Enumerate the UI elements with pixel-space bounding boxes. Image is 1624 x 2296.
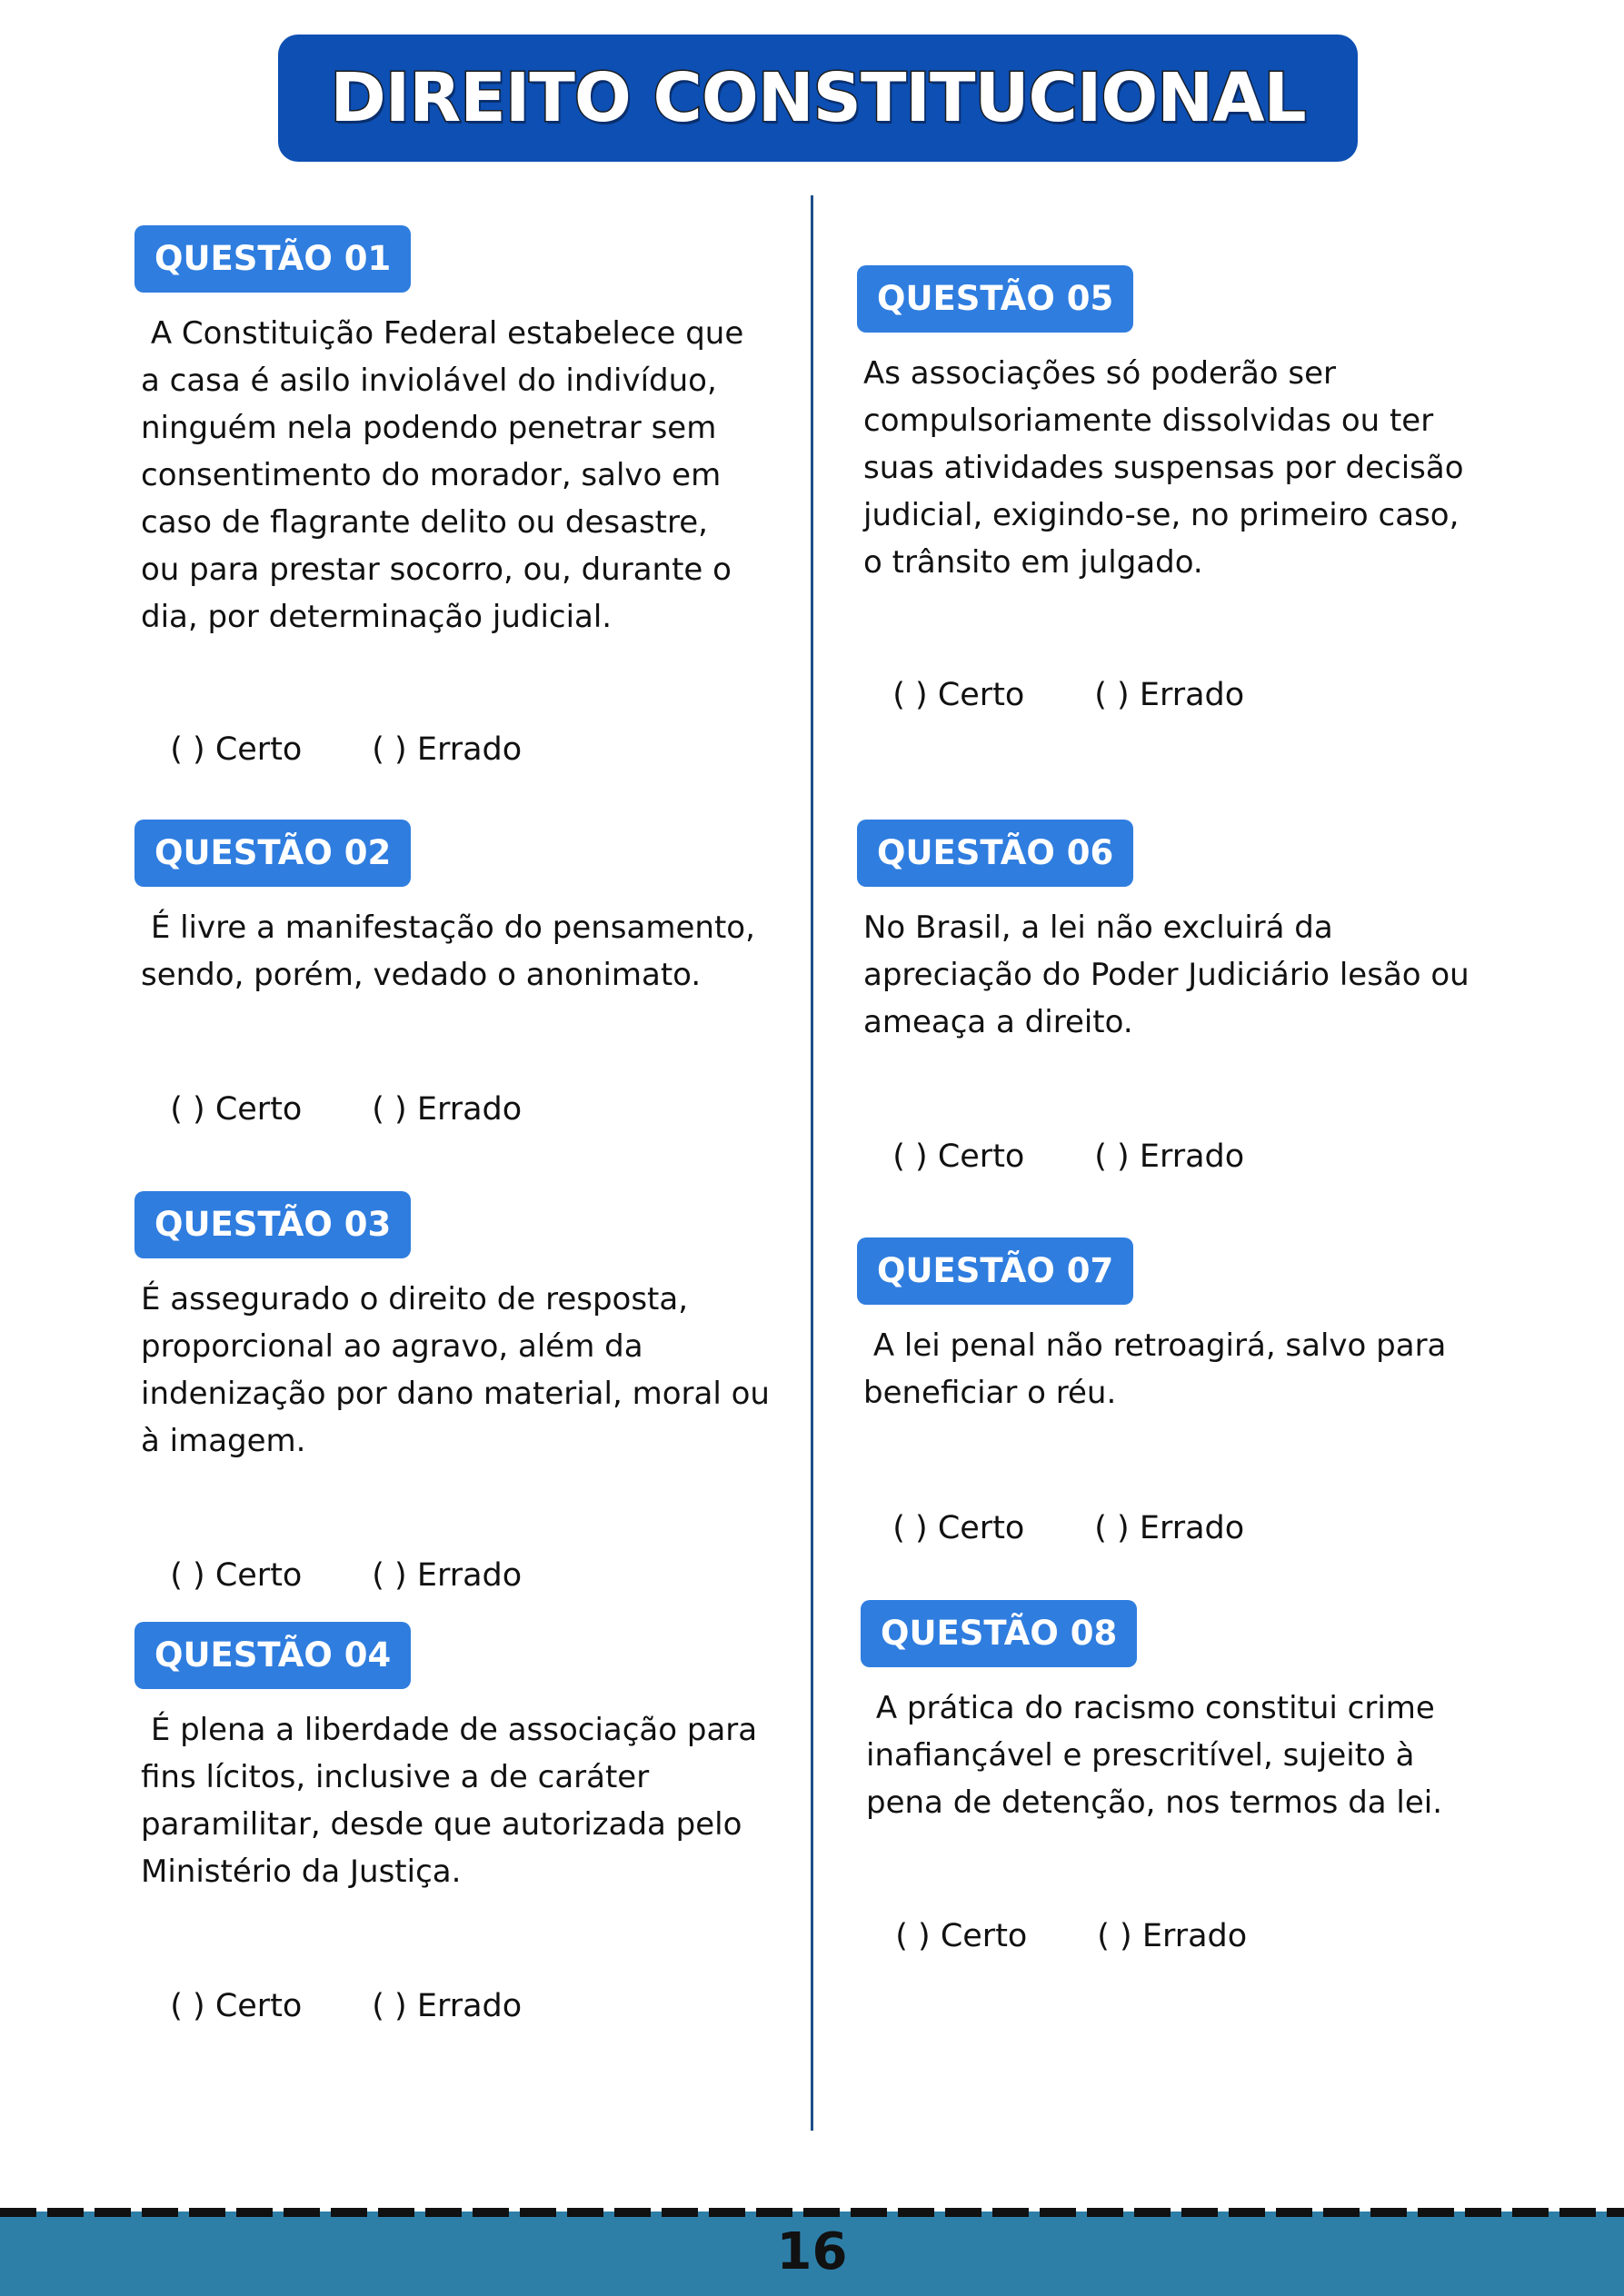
question-06-option-errado[interactable]: ( ) Errado (1094, 1138, 1245, 1175)
question-08-answers (875, 1865, 1247, 1960)
question-03-text: É assegurado o direito de resposta, proporcional ao agravo, além da indenização por dano material, moral ou à imagem. (141, 1281, 770, 1459)
question-04-option-errado[interactable]: ( ) Errado (372, 1988, 523, 2024)
question-01-option-certo[interactable]: ( ) Certo (170, 731, 303, 768)
footer-dashed-rule (0, 2208, 1624, 2217)
question-01-answers (150, 679, 522, 773)
question-07-text: A lei penal não retroagirá, salvo para beneficiar o réu. (863, 1327, 1447, 1411)
question-02-text: É livre a manifestação do pensamento, sendo, porém, vedado o anonimato. (141, 909, 755, 993)
question-06-answers (872, 1086, 1244, 1180)
question-07-badge: QUESTÃO 07 (857, 1237, 1133, 1305)
page-title: DIREITO CONSTITUCIONAL (330, 59, 1306, 137)
question-01-option-errado[interactable]: ( ) Errado (372, 731, 523, 768)
question-01-badge: QUESTÃO 01 (135, 225, 411, 293)
question-06-badge: QUESTÃO 06 (857, 820, 1133, 887)
question-03-option-errado[interactable]: ( ) Errado (372, 1557, 523, 1594)
question-08-badge: QUESTÃO 08 (861, 1600, 1137, 1667)
question-03-option-certo[interactable]: ( ) Certo (170, 1557, 303, 1594)
question-06-text: No Brasil, a lei não excluirá da apreciação do Poder Judiciário lesão ou ameaça a direito. (863, 909, 1470, 1040)
question-02-badge: QUESTÃO 02 (135, 820, 411, 887)
question-05-text: As associações só poderão ser compulsoriamente dissolvidas ou ter suas atividades suspensas por decisão judicial, exigindo-se, no primeiro caso, o trânsito em julgado. (863, 355, 1464, 581)
question-05-badge: QUESTÃO 05 (857, 265, 1133, 333)
question-08-option-certo[interactable]: ( ) Certo (895, 1918, 1028, 1954)
question-04-badge: QUESTÃO 04 (135, 1622, 411, 1689)
question-05-answers (872, 624, 1244, 719)
question-05-option-errado[interactable]: ( ) Errado (1094, 677, 1245, 713)
question-07-option-certo[interactable]: ( ) Certo (892, 1510, 1025, 1546)
question-05-option-certo[interactable]: ( ) Certo (892, 677, 1025, 713)
question-06-option-certo[interactable]: ( ) Certo (892, 1138, 1025, 1175)
question-08-option-errado[interactable]: ( ) Errado (1097, 1918, 1248, 1954)
question-02-answers (150, 1039, 522, 1133)
column-divider (811, 195, 813, 2131)
question-02-option-certo[interactable]: ( ) Certo (170, 1091, 303, 1128)
question-01-text: A Constituição Federal estabelece que a casa é asilo inviolável do indivíduo, ninguém nela podendo penetrar sem consentimento do morador, salvo em caso de flagrante delito ou desastre, ou para prestar socorro, ou, durante o dia, por determinação judicial. (141, 315, 744, 635)
question-04-answers (150, 1935, 522, 2030)
question-03-answers (150, 1505, 522, 1599)
question-03-badge: QUESTÃO 03 (135, 1191, 411, 1258)
question-07-option-errado[interactable]: ( ) Errado (1094, 1510, 1245, 1546)
question-02-option-errado[interactable]: ( ) Errado (372, 1091, 523, 1128)
page-number: 16 (776, 2222, 848, 2281)
title-banner (278, 35, 1358, 162)
question-07-answers (872, 1457, 1244, 1552)
question-08-text: A prática do racismo constitui crime inafiançável e prescritível, sujeito à pena de detenção, nos termos da lei. (866, 1690, 1443, 1821)
question-04-text: É plena a liberdade de associação para fins lícitos, inclusive a de caráter paramilitar, desde que autorizada pelo Ministério da Justiça. (141, 1712, 758, 1890)
question-04-option-certo[interactable]: ( ) Certo (170, 1988, 303, 2024)
